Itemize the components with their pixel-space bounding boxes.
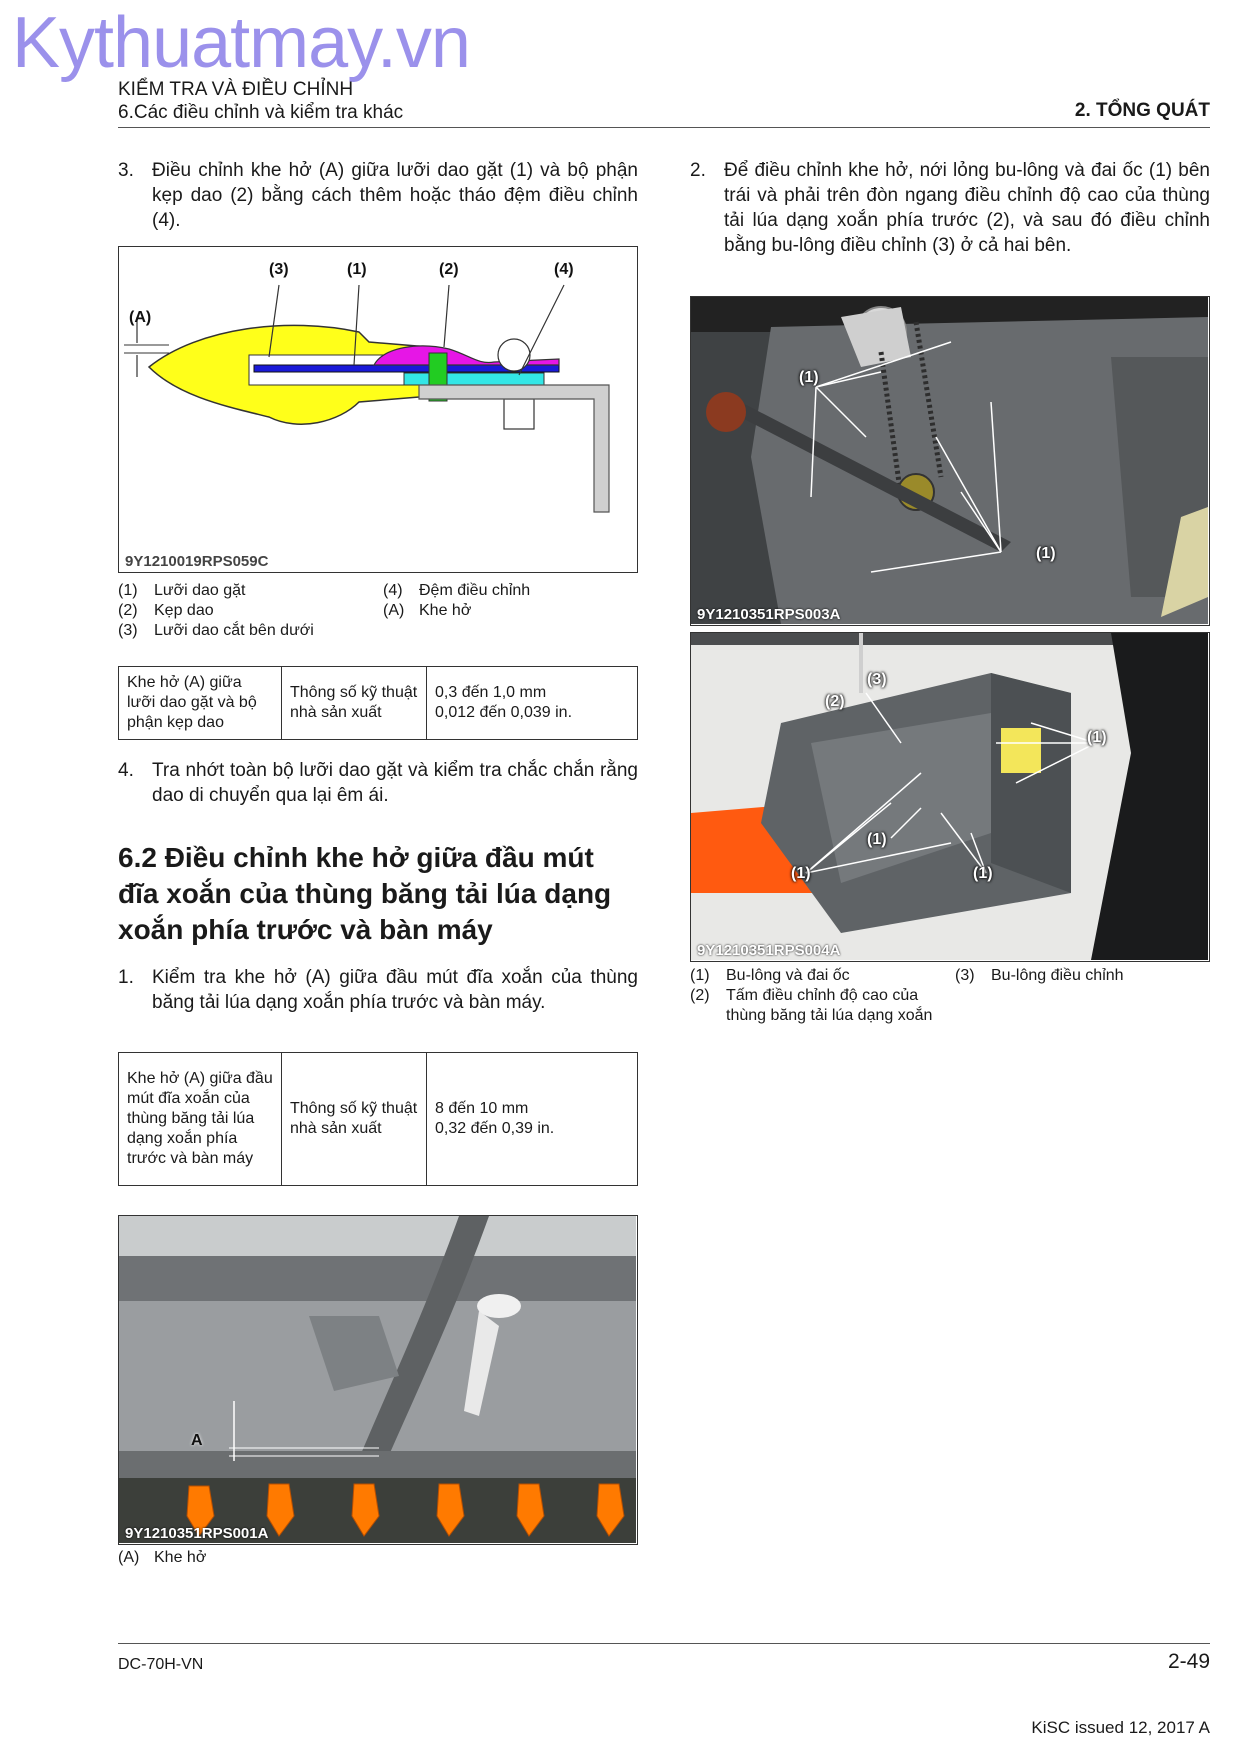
section-heading: 6.2 Điều chỉnh khe hở giữa đầu mút đĩa xoắn của thùng băng tải lúa dạng xoắn phía trước và bàn máy bbox=[118, 842, 612, 945]
step-2 bbox=[690, 158, 1210, 258]
spec-type: Thông số kỹ thuật nhà sản xuất bbox=[282, 667, 427, 740]
legend-item: (1) Lưỡi dao gặt bbox=[118, 582, 246, 599]
header-section: 2. TỔNG QUÁT bbox=[1074, 100, 1210, 121]
callout-2: (2) bbox=[825, 693, 845, 710]
figure-code: 9Y1210351RPS003A bbox=[697, 606, 841, 623]
legend-item: (2) Tấm điều chỉnh độ cao của bbox=[690, 987, 919, 1004]
step-number: 2. bbox=[690, 160, 706, 181]
figure3-legend bbox=[690, 966, 1210, 1028]
callout-4: (4) bbox=[554, 261, 574, 278]
spec-type: Thông số kỹ thuật nhà sản xuất bbox=[282, 1053, 427, 1186]
callout-1: (1) bbox=[1087, 729, 1107, 746]
callout-1-right: (1) bbox=[1036, 545, 1056, 562]
step-3 bbox=[118, 158, 638, 233]
legend-item: (1) Bu-lông và đai ốc bbox=[690, 967, 850, 984]
callout-A: (A) bbox=[129, 309, 152, 326]
spec-item: Khe hở (A) giữa lưỡi dao gặt và bộ phận kẹp dao bbox=[119, 667, 282, 740]
header-rule bbox=[118, 127, 1210, 128]
figure1-legend bbox=[118, 581, 638, 643]
adjust-rod-photo bbox=[690, 296, 1210, 626]
knife-gap-diagram bbox=[118, 246, 638, 573]
auger-gap-photo bbox=[118, 1215, 638, 1545]
step-text: Điều chỉnh khe hở (A) giữa lưỡi dao gặt (1) và bộ phận kẹp dao (2) bằng cách thêm hoặc tháo đệm điều chỉnh (4). bbox=[152, 160, 638, 231]
callout-1: (1) bbox=[973, 865, 993, 882]
auger-photo-svg bbox=[119, 1216, 636, 1543]
page-number: 2-49 bbox=[1167, 1650, 1210, 1673]
feeder-bolts-photo bbox=[690, 632, 1210, 962]
callout-A: A bbox=[191, 1432, 203, 1449]
spec-item: Khe hở (A) giữa đầu mút đĩa xoắn của thùng băng tải lúa dạng xoắn phía trước và bàn máy bbox=[119, 1053, 282, 1186]
step-number: 3. bbox=[118, 160, 134, 181]
legend-item: (3) Bu-lông điều chỉnh bbox=[955, 967, 1124, 984]
legend-item: (A) Khe hở bbox=[383, 602, 472, 619]
legend-item: (2) Kẹp dao bbox=[118, 602, 214, 619]
footer-rule bbox=[118, 1643, 1210, 1644]
callout-1: (1) bbox=[867, 831, 887, 848]
callout-1: (1) bbox=[791, 865, 811, 882]
legend-item: (4) Đệm điều chỉnh bbox=[383, 582, 531, 599]
header-subsection: 6.Các điều chỉnh và kiểm tra khác bbox=[118, 102, 404, 123]
spec-value: 8 đến 10 mm 0,32 đến 0,39 in. bbox=[427, 1053, 638, 1186]
callout-1: (1) bbox=[347, 261, 367, 278]
header-chapter: KIỂM TRA VÀ ĐIỀU CHỈNH bbox=[118, 79, 354, 100]
callout-2: (2) bbox=[439, 261, 459, 278]
rod-photo-svg bbox=[691, 297, 1208, 624]
legend-item: (3) Lưỡi dao cắt bên dưới bbox=[118, 622, 314, 639]
figure-code: 9Y1210351RPS004A bbox=[697, 942, 841, 959]
figure4-legend bbox=[118, 1548, 418, 1570]
spec-table-2 bbox=[118, 1052, 638, 1186]
step-1 bbox=[118, 965, 638, 1015]
feeder-photo-svg bbox=[691, 633, 1208, 960]
figure-code: 9Y1210019RPS059C bbox=[125, 553, 269, 570]
step-number: 4. bbox=[118, 760, 134, 781]
step-text: Kiểm tra khe hở (A) giữa đầu mút đĩa xoắn của thùng băng tải lúa dạng xoắn phía trước và bàn máy. bbox=[152, 967, 638, 1013]
legend-item: (A) Khe hở bbox=[118, 1549, 207, 1566]
spec-value: 0,3 đến 1,0 mm 0,012 đến 0,039 in. bbox=[427, 667, 638, 740]
callout-3: (3) bbox=[867, 671, 887, 688]
footer-issued: KiSC issued 12, 2017 A bbox=[1031, 1718, 1210, 1737]
callout-3: (3) bbox=[269, 261, 289, 278]
spec-table-1 bbox=[118, 666, 638, 740]
footer-model: DC-70H-VN bbox=[118, 1656, 204, 1673]
step-4 bbox=[118, 758, 638, 808]
step-text: Để điều chỉnh khe hở, nới lỏng bu-lông và đai ốc (1) bên trái và phải trên đòn ngang điều chỉnh độ cao của thùng tải lúa dạng xoắn phía trước (2), và sau đó điều chỉnh bằng bu-lông điều chỉnh (3) ở cả hai bên. bbox=[724, 160, 1210, 256]
knife-diagram-svg bbox=[119, 247, 636, 571]
legend-item: thùng băng tải lúa dạng xoắn bbox=[726, 1007, 933, 1024]
callout-1-left: (1) bbox=[799, 369, 819, 386]
step-text: Tra nhớt toàn bộ lưỡi dao gặt và kiểm tra chắc chắn rằng dao di chuyển qua lại êm ái. bbox=[152, 760, 638, 806]
figure-code: 9Y1210351RPS001A bbox=[125, 1525, 269, 1542]
step-number: 1. bbox=[118, 967, 134, 988]
watermark: Kythuatmay.vn bbox=[12, 3, 470, 83]
